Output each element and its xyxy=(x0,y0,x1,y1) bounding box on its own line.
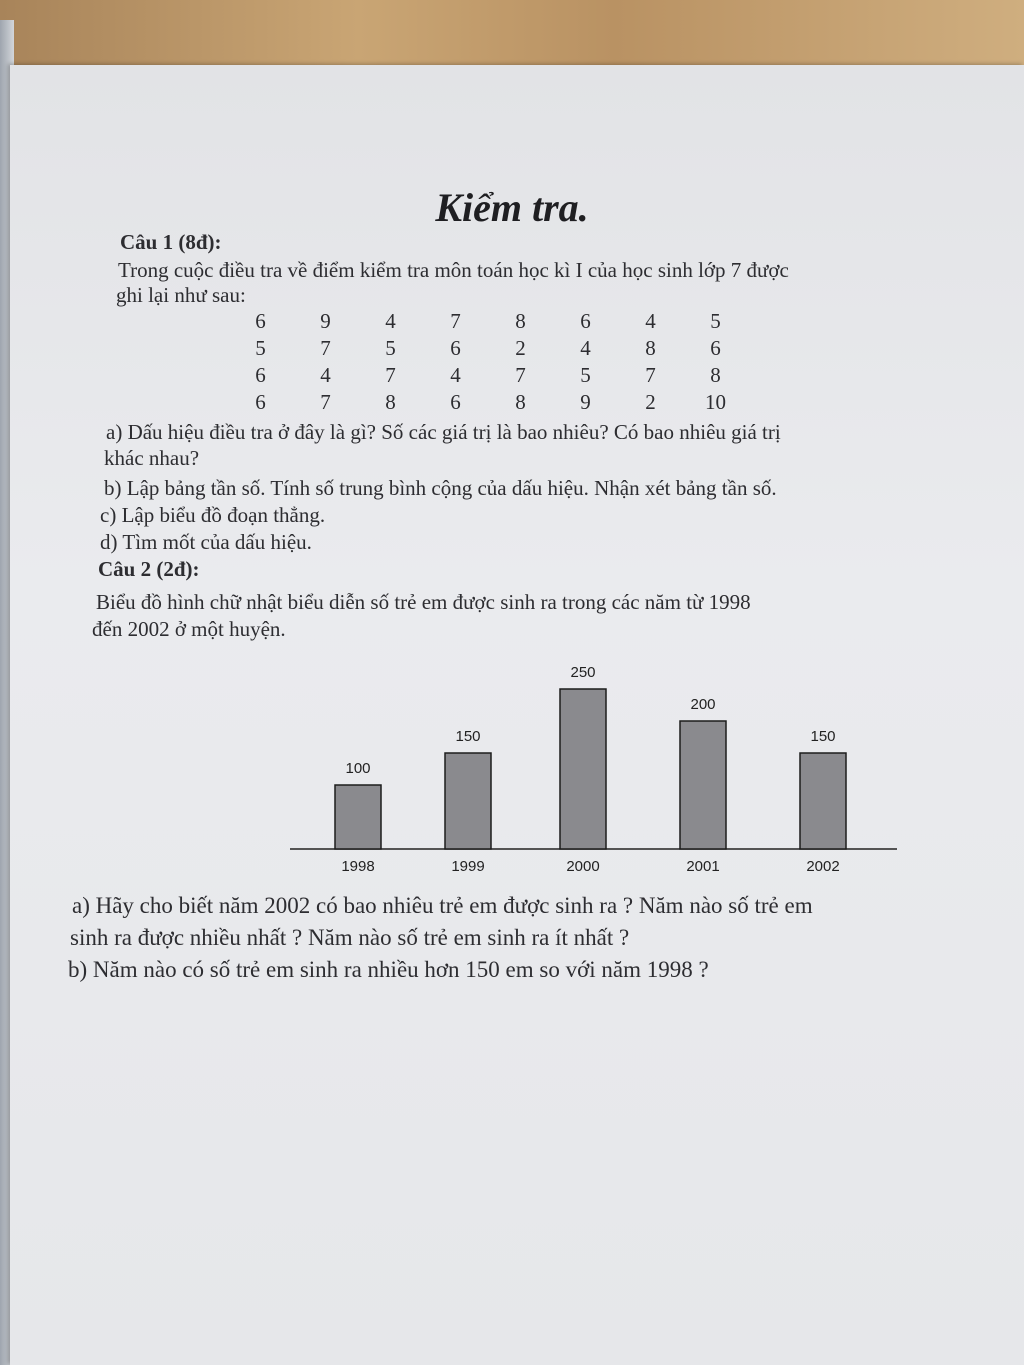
table-cell: 6 xyxy=(255,309,266,333)
table-cell: 8 xyxy=(385,390,396,414)
table-row xyxy=(228,389,748,416)
table-cell: 7 xyxy=(645,363,656,387)
table-cell: 8 xyxy=(515,309,526,333)
q1-heading: Câu 1 (8đ): xyxy=(120,230,222,254)
table-cell: 4 xyxy=(645,309,656,333)
data-label-1998: 100 xyxy=(345,760,371,777)
q2-part-b: b) Năm nào có số trẻ em sinh ra nhiều hơn 150 em so với năm 1998 ? xyxy=(68,957,709,982)
table-row xyxy=(228,362,748,389)
table-cell: 7 xyxy=(450,309,461,333)
table-cell: 5 xyxy=(710,309,721,333)
table-cell: 8 xyxy=(710,363,721,387)
table-cell: 6 xyxy=(255,363,266,387)
table-cell: 7 xyxy=(515,363,526,387)
table-cell: 4 xyxy=(450,363,461,387)
bar-1998 xyxy=(335,785,381,849)
data-label-1999: 150 xyxy=(455,728,481,745)
table-cell: 6 xyxy=(450,390,461,414)
data-label-2002: 150 xyxy=(810,728,836,745)
table-cell: 8 xyxy=(645,336,656,360)
table-cell: 5 xyxy=(385,336,396,360)
x-tick-label-2001: 2001 xyxy=(686,858,720,875)
table-row xyxy=(228,335,748,362)
table-cell: 4 xyxy=(385,309,396,333)
bar-2002 xyxy=(800,753,846,849)
score-data-table xyxy=(228,308,748,416)
q1-part-a-line1: a) Dấu hiệu điều tra ở đây là gì? Số các giá trị là bao nhiêu? Có bao nhiêu giá trị xyxy=(106,420,781,444)
bar-2001 xyxy=(680,721,726,849)
q1-part-b: b) Lập bảng tần số. Tính số trung bình cộng của dấu hiệu. Nhận xét bảng tần số. xyxy=(104,476,777,500)
x-tick-label-2002: 2002 xyxy=(806,858,840,875)
table-cell: 10 xyxy=(705,390,726,414)
table-cell: 6 xyxy=(255,390,266,414)
table-cell: 2 xyxy=(645,390,656,414)
x-tick-label-2000: 2000 xyxy=(566,858,600,875)
table-cell: 7 xyxy=(320,336,331,360)
q1-part-c: c) Lập biểu đồ đoạn thẳng. xyxy=(100,503,326,527)
q1-intro-line2: ghi lại như sau: xyxy=(116,283,246,307)
table-cell: 7 xyxy=(320,390,331,414)
bar-2000 xyxy=(560,689,606,849)
bar-1999 xyxy=(445,753,491,849)
data-label-2001: 200 xyxy=(690,696,716,713)
q2-heading: Câu 2 (2đ): xyxy=(98,557,200,581)
q2-part-a-line2: sinh ra được nhiều nhất ? Năm nào số trẻ em sinh ra ít nhất ? xyxy=(70,925,630,950)
data-label-2000: 250 xyxy=(570,664,596,681)
table-cell: 9 xyxy=(580,390,591,414)
q1-intro-line1: Trong cuộc điều tra về điểm kiểm tra môn toán học kì I của học sinh lớp 7 được xyxy=(118,258,789,282)
table-cell: 2 xyxy=(515,336,526,360)
table-cell: 8 xyxy=(515,390,526,414)
births-bar-chart xyxy=(285,655,905,885)
x-tick-label-1998: 1998 xyxy=(341,858,375,875)
table-cell: 6 xyxy=(580,309,591,333)
table-cell: 6 xyxy=(710,336,721,360)
q1-part-d: d) Tìm mốt của dấu hiệu. xyxy=(100,530,312,554)
q2-intro-line2: đến 2002 ở một huyện. xyxy=(92,617,286,641)
table-cell: 7 xyxy=(385,363,396,387)
table-cell: 4 xyxy=(580,336,591,360)
q1-part-a-line2: khác nhau? xyxy=(104,446,200,470)
x-tick-label-1999: 1999 xyxy=(451,858,485,875)
table-cell: 5 xyxy=(255,336,266,360)
q2-part-a-line1: a) Hãy cho biết năm 2002 có bao nhiêu trẻ em được sinh ra ? Năm nào số trẻ em xyxy=(72,893,813,918)
page-title: Kiểm tra. xyxy=(435,185,589,230)
table-cell: 5 xyxy=(580,363,591,387)
table-cell: 9 xyxy=(320,309,331,333)
q2-intro-line1: Biểu đồ hình chữ nhật biểu diễn số trẻ em được sinh ra trong các năm từ 1998 xyxy=(96,590,751,614)
table-cell: 6 xyxy=(450,336,461,360)
table-row xyxy=(228,308,748,335)
table-cell: 4 xyxy=(320,363,331,387)
